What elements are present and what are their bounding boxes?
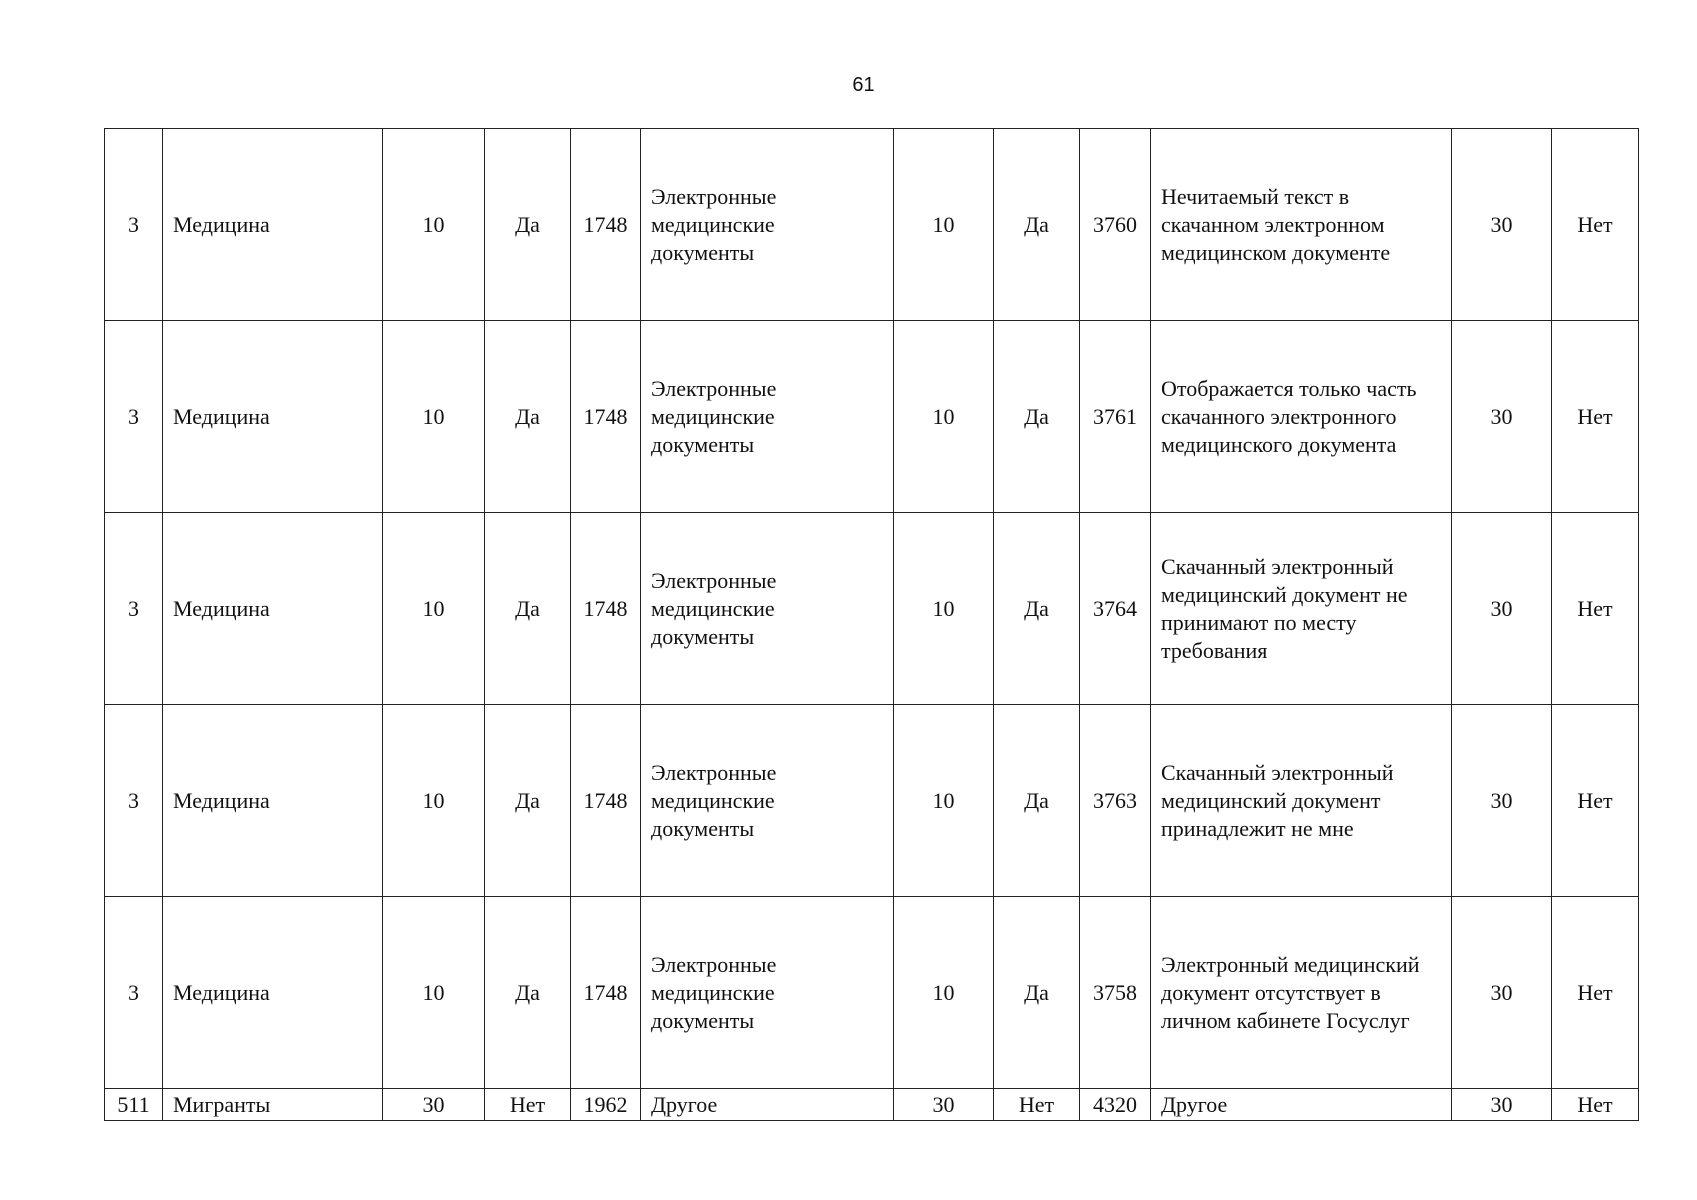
cell-id: 3 (105, 129, 163, 321)
cell-subcategory: Электронные медицинские документы (641, 897, 894, 1089)
cell-subcategory-flag: Нет (994, 1089, 1080, 1121)
cell-topic-id: 3761 (1080, 321, 1151, 513)
cell-topic: Скачанный электронный медицинский документ не принимают по месту требования (1151, 513, 1452, 705)
cell-topic-flag: Нет (1552, 897, 1639, 1089)
cell-subcategory: Электронные медицинские документы (641, 129, 894, 321)
table-row (105, 129, 1639, 321)
cell-topic: Нечитаемый текст в скачанном электронном медицинском документе (1151, 129, 1452, 321)
cell-id: 3 (105, 897, 163, 1089)
cell-topic-id: 3760 (1080, 129, 1151, 321)
cell-category-flag: Да (485, 897, 571, 1089)
cell-subcategory-id: 1748 (571, 897, 641, 1089)
cell-category-flag: Да (485, 129, 571, 321)
cell-topic: Электронный медицинский документ отсутствует в личном кабинете Госуслуг (1151, 897, 1452, 1089)
cell-topic-flag: Нет (1552, 513, 1639, 705)
cell-category-weight: 10 (383, 513, 485, 705)
cell-subcategory: Другое (641, 1089, 894, 1121)
cell-subcategory-id: 1962 (571, 1089, 641, 1121)
cell-id: 3 (105, 705, 163, 897)
cell-category: Медицина (163, 129, 383, 321)
cell-subcategory-weight: 10 (894, 129, 994, 321)
cell-category: Медицина (163, 897, 383, 1089)
cell-topic-id: 3764 (1080, 513, 1151, 705)
cell-subcategory-id: 1748 (571, 513, 641, 705)
cell-category-weight: 10 (383, 705, 485, 897)
cell-subcategory-weight: 30 (894, 1089, 994, 1121)
cell-subcategory-flag: Да (994, 897, 1080, 1089)
cell-subcategory-weight: 10 (894, 321, 994, 513)
cell-subcategory-flag: Да (994, 129, 1080, 321)
cell-category: Медицина (163, 705, 383, 897)
cell-topic: Другое (1151, 1089, 1452, 1121)
cell-category-flag: Нет (485, 1089, 571, 1121)
cell-topic-weight: 30 (1452, 321, 1552, 513)
cell-topic-weight: 30 (1452, 1089, 1552, 1121)
cell-subcategory-id: 1748 (571, 129, 641, 321)
cell-category-flag: Да (485, 513, 571, 705)
cell-topic-flag: Нет (1552, 705, 1639, 897)
cell-subcategory: Электронные медицинские документы (641, 321, 894, 513)
cell-topic-id: 3763 (1080, 705, 1151, 897)
cell-topic-flag: Нет (1552, 1089, 1639, 1121)
cell-topic: Отображается только часть скачанного электронного медицинского документа (1151, 321, 1452, 513)
cell-topic-weight: 30 (1452, 129, 1552, 321)
cell-topic-id: 3758 (1080, 897, 1151, 1089)
cell-topic: Скачанный электронный медицинский документ принадлежит не мне (1151, 705, 1452, 897)
cell-subcategory: Электронные медицинские документы (641, 705, 894, 897)
cell-subcategory-flag: Да (994, 321, 1080, 513)
cell-topic-flag: Нет (1552, 321, 1639, 513)
cell-category-weight: 10 (383, 321, 485, 513)
cell-category-flag: Да (485, 321, 571, 513)
cell-category-weight: 10 (383, 129, 485, 321)
cell-category-weight: 10 (383, 897, 485, 1089)
cell-subcategory-id: 1748 (571, 321, 641, 513)
data-table (104, 128, 1639, 1121)
cell-subcategory-flag: Да (994, 705, 1080, 897)
table-row (105, 705, 1639, 897)
cell-topic-weight: 30 (1452, 513, 1552, 705)
table-row (105, 1089, 1639, 1121)
cell-subcategory-weight: 10 (894, 513, 994, 705)
table-row (105, 513, 1639, 705)
table-row (105, 897, 1639, 1089)
cell-topic-weight: 30 (1452, 705, 1552, 897)
cell-category: Медицина (163, 513, 383, 705)
cell-topic-flag: Нет (1552, 129, 1639, 321)
cell-topic-weight: 30 (1452, 897, 1552, 1089)
cell-subcategory: Электронные медицинские документы (641, 513, 894, 705)
cell-id: 3 (105, 513, 163, 705)
cell-topic-id: 4320 (1080, 1089, 1151, 1121)
cell-category-weight: 30 (383, 1089, 485, 1121)
table-row (105, 321, 1639, 513)
cell-category: Мигранты (163, 1089, 383, 1121)
cell-subcategory-weight: 10 (894, 705, 994, 897)
cell-category: Медицина (163, 321, 383, 513)
cell-subcategory-flag: Да (994, 513, 1080, 705)
cell-category-flag: Да (485, 705, 571, 897)
cell-subcategory-weight: 10 (894, 897, 994, 1089)
cell-subcategory-id: 1748 (571, 705, 641, 897)
cell-id: 511 (105, 1089, 163, 1121)
cell-id: 3 (105, 321, 163, 513)
page-number: 61 (852, 74, 875, 96)
